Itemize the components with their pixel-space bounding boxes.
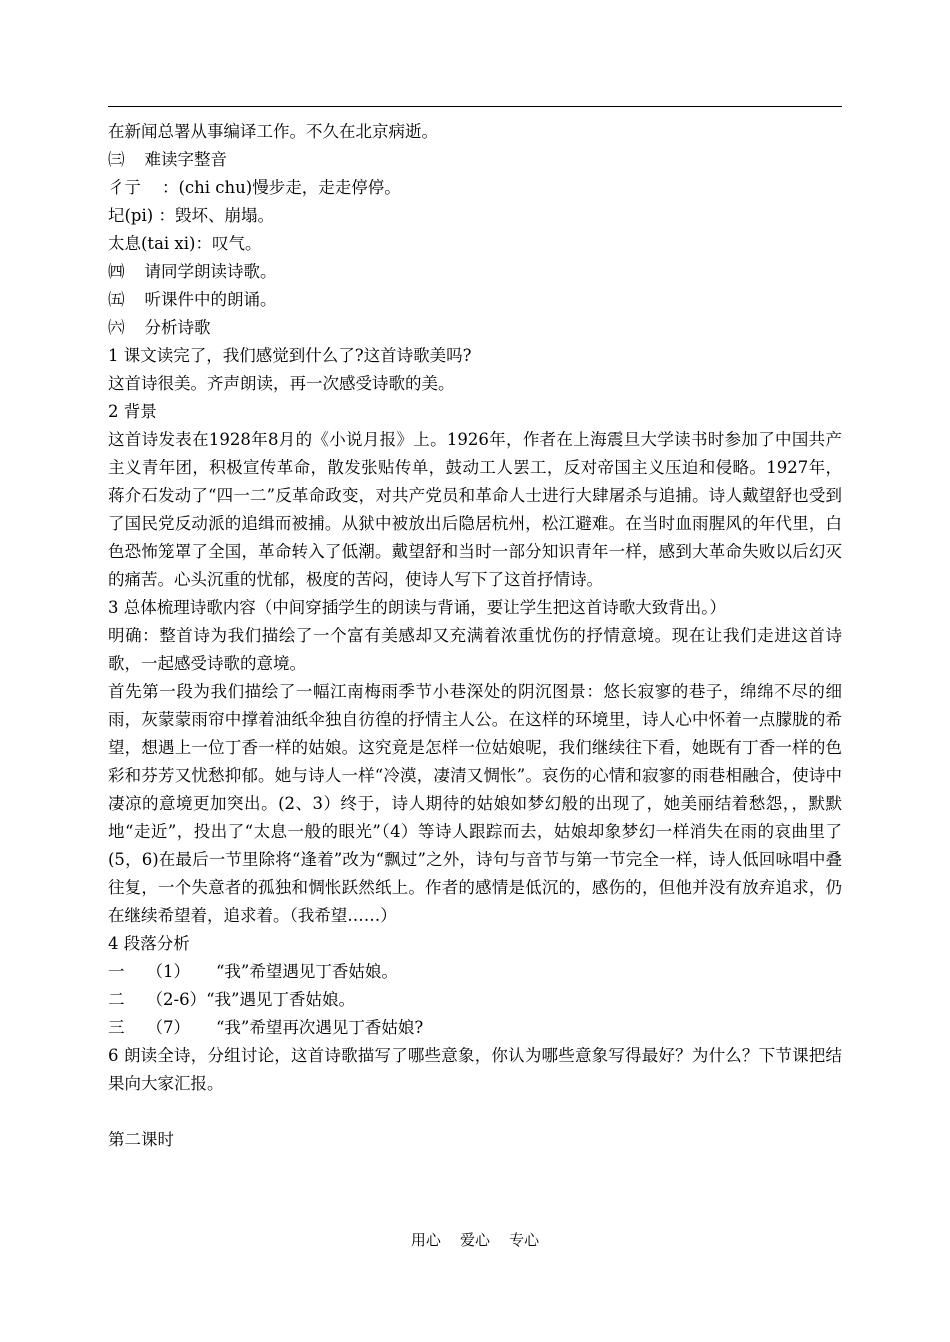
subheading-text: 请同学朗读诗歌。: [144, 262, 277, 281]
spacer: [108, 1098, 842, 1126]
list-marker: ㈥: [108, 318, 125, 337]
subheading: [108, 258, 842, 286]
section-text: “我”希望遇见丁香姑娘。: [216, 962, 398, 981]
header-rule: [108, 106, 842, 107]
vocab-line: 太息(tai xi)：叹气。: [108, 234, 262, 253]
vocab-line: 彳亍 ：(chi chu)慢步走，走走停停。: [108, 178, 401, 197]
background-paragraph: 这首诗发表在1928年8月的《小说月报》上。1926年，作者在上海震旦大学读书时参加了中国共产主义青年团，积极宣传革命，散发张贴传单，鼓动工人罢工，反对帝国主义压迫和侵略。1927年，蒋介石发动了“四一二”反革命政变，对共产党员和革命人士进行大肆屠杀与追捕。诗人戴望舒也受到了国民党反动派的追缉而被捕。从狱中被放出后隐居杭州，松江避难。在当时血雨腥风的年代里，白色恐怖笼罩了全国，革命转入了低潮。戴望舒和当时一部分知识青年一样，感到大革命失败以后幻灭的痛苦。心头沉重的忧郁，极度的苦闷，使诗人写下了这首抒情诗。: [108, 430, 842, 589]
section-number: 二: [108, 990, 125, 1009]
list-marker: ㈣: [108, 262, 125, 281]
section-range: （1）: [146, 962, 190, 981]
section-number: 三: [108, 1018, 125, 1037]
section-row: [108, 986, 842, 1014]
section-text: “我”遇见丁香姑娘。: [206, 990, 355, 1009]
task-paragraph: 6 朗读全诗，分组讨论，这首诗歌描写了哪些意象，你认为哪些意象写得最好？为什么？下节课把结果向大家汇报。: [108, 1046, 842, 1093]
subheading: [108, 286, 842, 314]
text-line: 这首诗很美。齐声朗读，再一次感受诗歌的美。: [108, 374, 455, 393]
page-footer: 用心 爱心 专心: [410, 1231, 540, 1249]
list-marker: ㈢: [108, 150, 125, 169]
section-text: “我”希望再次遇见丁香姑娘?: [216, 1018, 424, 1037]
section-row: [108, 1014, 842, 1042]
vocab-line: 圮(pi) ：毁坏、崩塌。: [108, 206, 274, 225]
section-number: 一: [108, 962, 125, 981]
clarify-paragraph: 明确：整首诗为我们描绘了一个富有美感却又充满着浓重忧伤的抒情意境。现在让我们走进这首诗歌，一起感受诗歌的意境。: [108, 626, 842, 673]
text-line: 1 课文读完了，我们感觉到什么了?这首诗歌美吗?: [108, 346, 472, 365]
document-body: [108, 118, 842, 1154]
subheading-text: 听课件中的朗诵。: [144, 290, 277, 309]
analysis-paragraph: 首先第一段为我们描绘了一幅江南梅雨季节小巷深处的阴沉图景：悠长寂寥的巷子，绵绵不尽的细雨，灰蒙蒙雨帘中撑着油纸伞独自彷徨的抒情主人公。在这样的环境里，诗人心中怀着一点朦胧的希望，想遇上一位丁香一样的姑娘。这究竟是怎样一位姑娘呢，我们继续往下看，她既有丁香一样的色彩和芬芳又忧愁抑郁。她与诗人一样“冷漠，凄清又惆怅”。哀伤的心情和寂寥的雨巷相融合，使诗中凄凉的意境更加突出。(2、3）终于，诗人期待的姑娘如梦幻般的出现了，她美丽结着愁怨，，默默地“走近”，投出了“太息一般的眼光”（4）等诗人跟踪而去，姑娘却象梦幻一样消失在雨的哀曲里了(5，6)在最后一节里除将“逢着”改为“飘过”之外，诗句与音节与第一节完全一样，诗人低回咏唱中叠往复，一个失意者的孤独和惆怅跃然纸上。作者的感情是低沉的，感伤的，但他并没有放弃追求，仍在继续希望着，追求着。（我希望……）: [108, 682, 842, 925]
section-range: （2-6）: [146, 990, 207, 1009]
subheading: [108, 146, 842, 174]
list-marker: ㈤: [108, 290, 125, 309]
section-heading: 4 段落分析: [108, 934, 190, 953]
subheading-text: 分析诗歌: [144, 318, 211, 337]
section-range: （7）: [146, 1018, 190, 1037]
next-lesson-heading: 第二课时: [108, 1130, 174, 1149]
subheading-text: 难读字整音: [144, 150, 227, 169]
subheading: [108, 314, 842, 342]
overview-heading: 3 总体梳理诗歌内容（中间穿插学生的朗读与背诵，要让学生把这首诗歌大致背出。）: [108, 598, 726, 617]
text-line: 2 背景: [108, 402, 157, 421]
section-row: [108, 958, 842, 986]
text-line: 在新闻总署从事编译工作。不久在北京病逝。: [108, 122, 438, 141]
